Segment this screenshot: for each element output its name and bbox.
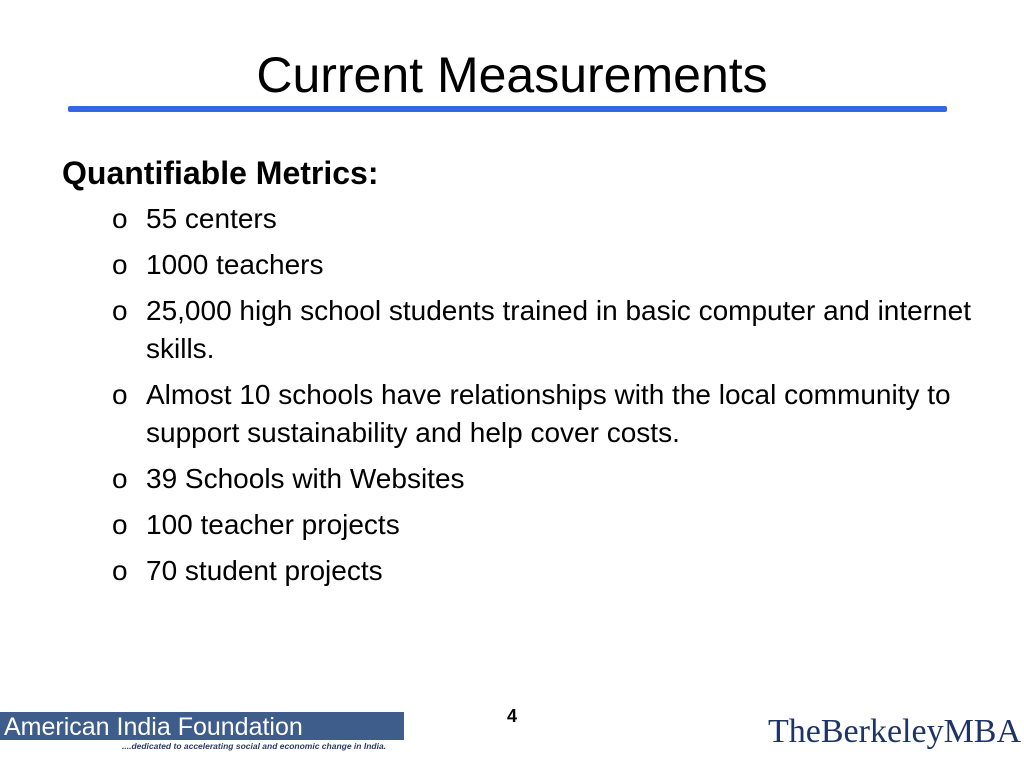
- bullet-marker: o: [112, 249, 128, 280]
- list-item: [112, 200, 982, 238]
- bullet-text: 39 Schools with Websites: [146, 463, 465, 494]
- aif-logo-tagline: ....dedicated to accelerating social and economic change in India.: [122, 741, 387, 751]
- list-item: [112, 292, 982, 368]
- aif-logo-band: [0, 712, 404, 740]
- bullet-marker: o: [112, 379, 128, 410]
- aif-logo: [0, 712, 404, 752]
- metrics-list: [112, 200, 982, 598]
- logo-berkeley: Berkeley: [820, 713, 944, 750]
- bullet-text: 70 student projects: [146, 555, 383, 586]
- bullet-marker: o: [112, 509, 128, 540]
- bullet-marker: o: [112, 203, 128, 234]
- list-item: [112, 246, 982, 284]
- bullet-text: Almost 10 schools have relationships with the local community to support sustainability and help cover costs.: [146, 379, 951, 448]
- page-number: 4: [506, 706, 517, 726]
- list-item: [112, 506, 982, 544]
- bullet-marker: o: [112, 463, 128, 494]
- title-underline: [68, 106, 947, 112]
- bullet-text: 1000 teachers: [146, 249, 324, 280]
- bullet-marker: o: [112, 555, 128, 586]
- list-item: [112, 376, 982, 452]
- list-item: [112, 552, 982, 590]
- logo-mba: MBA: [943, 713, 1022, 750]
- bullet-marker: o: [112, 295, 128, 326]
- aif-logo-name: American India Foundation: [4, 713, 303, 741]
- logo-the: The: [768, 713, 821, 750]
- bullet-text: 55 centers: [146, 203, 277, 234]
- slide-title: Current Measurements: [256, 47, 768, 103]
- section-heading: Quantifiable Metrics:: [62, 155, 379, 191]
- list-item: [112, 460, 982, 498]
- bullet-text: 25,000 high school students trained in basic computer and internet skills.: [146, 295, 971, 364]
- bullet-text: 100 teacher projects: [146, 509, 400, 540]
- berkeley-mba-logo: [768, 712, 1021, 752]
